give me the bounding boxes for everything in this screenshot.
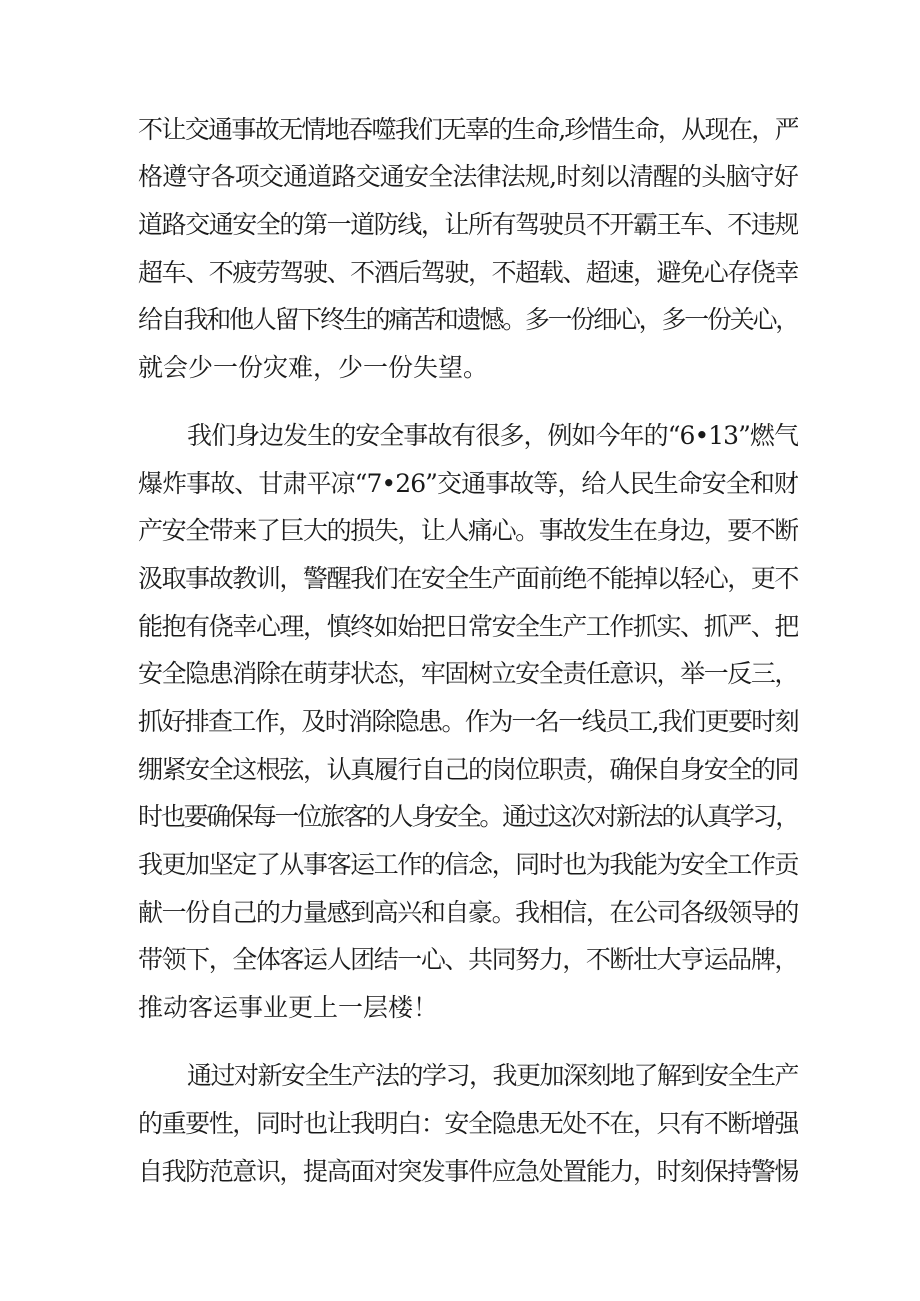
text-line: 献一份自己的力量感到高兴和自豪。我相信，在公司各级领导的 bbox=[138, 898, 798, 927]
text-line: 汲取事故教训，警醒我们在安全生产面前绝不能掉以轻心，更不 bbox=[138, 564, 798, 593]
text-line: 格遵守各项交通道路交通安全法律法规,时刻以清醒的头脑守好 bbox=[138, 162, 798, 191]
text-line: 给自我和他人留下终生的痛苦和遗憾。多一份细心，多一份关心， bbox=[138, 305, 798, 334]
text-line: 带领下，全体客运人团结一心、共同努力，不断壮大亨运品牌， bbox=[138, 945, 798, 974]
text-line: 产安全带来了巨大的损失，让人痛心。事故发生在身边，要不断 bbox=[138, 516, 798, 545]
text-line: 我更加坚定了从事客运工作的信念，同时也为我能为安全工作贡 bbox=[138, 850, 798, 879]
paragraph-first-line: 通过对新安全生产法的学习，我更加深刻地了解到安全生产 bbox=[187, 1061, 798, 1090]
text-line: 道路交通安全的第一道防线，让所有驾驶员不开霸王车、不违规 bbox=[138, 210, 798, 239]
text-line: 绷紧安全这根弦，认真履行自己的岗位职责，确保自身安全的同 bbox=[138, 755, 798, 784]
text-line: 的重要性，同时也让我明白：安全隐患无处不在，只有不断增强 bbox=[138, 1109, 798, 1138]
text-line: 自我防范意识，提高面对突发事件应急处置能力，时刻保持警惕 bbox=[138, 1157, 798, 1186]
text-line: 推动客运事业更上一层楼！ bbox=[138, 993, 439, 1022]
text-line: 就会少一份灾难，少一份失望。 bbox=[138, 353, 489, 382]
text-line: 能抱有侥幸心理，慎终如始把日常安全生产工作抓实、抓严、把 bbox=[138, 612, 798, 641]
text-line: 不让交通事故无情地吞噬我们无辜的生命,珍惜生命，从现在，严 bbox=[138, 115, 798, 144]
paragraph-first-line: 我们身边发生的安全事故有很多，例如今年的“6•13”燃气 bbox=[187, 421, 798, 450]
text-line: 时也要确保每一位旅客的人身安全。通过这次对新法的认真学习， bbox=[138, 802, 798, 831]
text-line: 爆炸事故、甘肃平凉“7•26”交通事故等，给人民生命安全和财 bbox=[138, 469, 798, 498]
text-line: 安全隐患消除在萌芽状态，牢固树立安全责任意识，举一反三， bbox=[138, 659, 798, 688]
text-line: 抓好排查工作，及时消除隐患。作为一名一线员工,我们更要时刻 bbox=[138, 707, 798, 736]
text-line: 超车、不疲劳驾驶、不酒后驾驶，不超载、超速，避免心存侥幸 bbox=[138, 258, 798, 287]
